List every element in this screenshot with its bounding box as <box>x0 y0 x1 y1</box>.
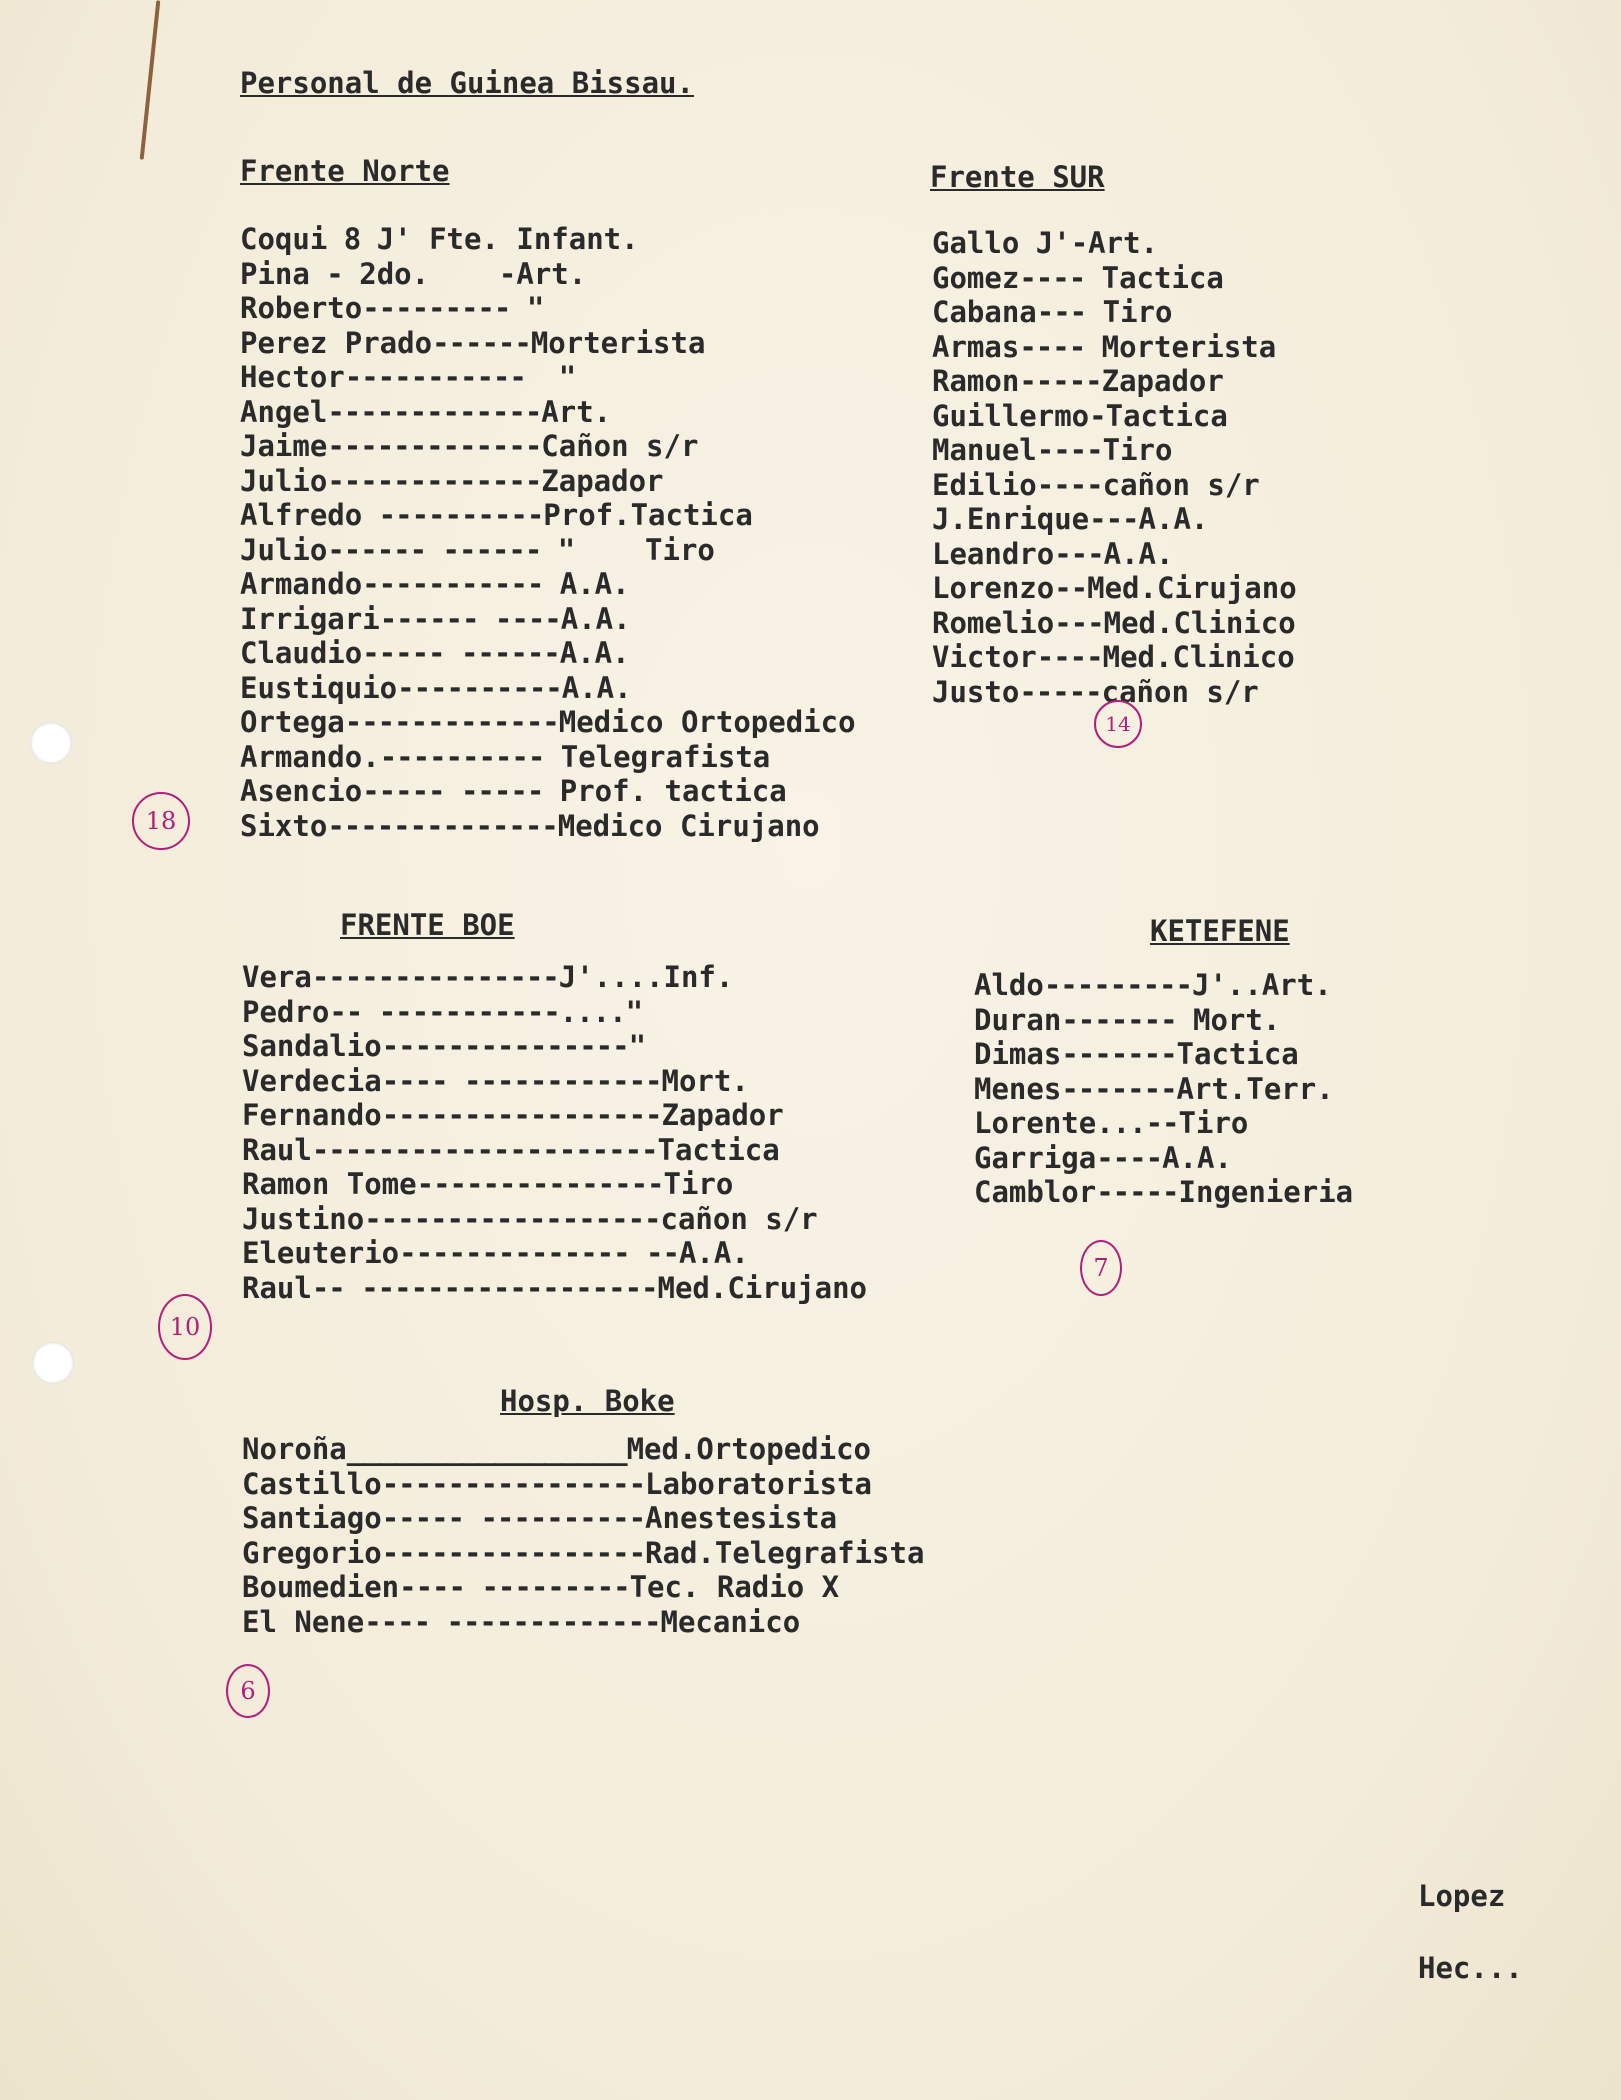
personnel-role: Art. <box>541 394 612 429</box>
leader-dashes: ----- ----- <box>362 774 560 808</box>
personnel-name: Alfredo <box>240 498 363 532</box>
section-heading-boe: FRENTE BOE <box>340 908 515 942</box>
personnel-role: Cañon s/r <box>541 429 699 463</box>
personnel-entry <box>932 433 1297 468</box>
personnel-role: " <box>558 360 577 394</box>
personnel-name: Justo <box>932 674 1020 709</box>
personnel-role: Zapador <box>541 463 664 498</box>
personnel-entry <box>974 1141 1353 1176</box>
personnel-name: Perez Prado <box>240 325 433 360</box>
personnel-entry <box>242 1167 867 1202</box>
personnel-name: Verdecia <box>242 1063 382 1098</box>
signature-initials: Hec... <box>1418 1951 1523 1985</box>
personnel-role: Med.Cirujano <box>1087 571 1297 605</box>
leader-dashes: ----- <box>1096 1175 1179 1209</box>
personnel-name: Eustiquio <box>240 670 398 705</box>
section-heading-sur: Frente SUR <box>930 160 1105 194</box>
personnel-list-boe <box>242 960 867 1305</box>
personnel-entry <box>242 1501 924 1536</box>
leader-dashes: ---- <box>1036 467 1103 502</box>
leader-dashes: ------ <box>432 325 531 360</box>
leader-dashes: ----- <box>1019 674 1102 709</box>
leader-dashes: ---- <box>1036 433 1103 467</box>
personnel-entry <box>974 1106 1353 1141</box>
leader-dashes: -------------- <box>327 808 558 843</box>
personnel-role: Tec. Radio X <box>629 1570 840 1604</box>
leader-dashes: ---------------- <box>381 1535 646 1570</box>
personnel-name: Boumedien <box>242 1570 400 1604</box>
signature-block <box>1418 1836 1523 2028</box>
personnel-name: Angel <box>240 394 328 429</box>
personnel-entry <box>974 968 1353 1003</box>
personnel-name: Raul <box>242 1270 312 1305</box>
personnel-entry <box>932 537 1297 572</box>
personnel-name: Vera <box>242 960 312 994</box>
leader-dashes: ---- <box>1019 260 1102 295</box>
tally-hosp: 6 <box>226 1664 270 1718</box>
personnel-role: cañon s/r <box>1101 674 1259 709</box>
leader-dashes: - <box>1089 398 1106 433</box>
personnel-name: Romelio <box>932 605 1055 640</box>
personnel-entry <box>974 1175 1353 1210</box>
personnel-role: Med.Clinico <box>1102 640 1295 674</box>
personnel-name: Ramon Tome <box>242 1167 417 1201</box>
leader-dashes: --------------- <box>311 960 559 994</box>
personnel-name: Pina <box>240 256 310 291</box>
document-title: Personal de Guinea Bissau. <box>240 66 694 100</box>
leader-dashes: ------ ---- <box>379 601 561 636</box>
leader-dashes: ---- <box>1019 329 1102 364</box>
personnel-list-norte <box>240 222 856 843</box>
tally-boe: 10 <box>158 1294 212 1360</box>
personnel-name: Cabana <box>932 295 1037 329</box>
leader-dashes: ---- --------- <box>399 1570 630 1604</box>
personnel-name: Dimas <box>974 1037 1062 1071</box>
personnel-entry <box>240 740 856 775</box>
leader-dashes: ------------- <box>327 394 542 429</box>
personnel-entry <box>240 257 856 292</box>
personnel-role: A.A. <box>559 636 630 670</box>
personnel-role: Tiro <box>1102 295 1173 329</box>
tally-sur: 14 <box>1094 700 1142 748</box>
leader-dashes: ------------- <box>344 705 559 739</box>
personnel-entry <box>242 1605 924 1640</box>
personnel-role: " <box>628 1029 647 1063</box>
personnel-name: Justino <box>242 1201 365 1236</box>
personnel-name: Ortega <box>240 705 345 739</box>
personnel-name: Sandalio <box>242 1029 382 1063</box>
leader-dashes: ------ ------ <box>327 532 558 567</box>
personnel-name: Castillo <box>242 1466 382 1501</box>
personnel-name: Ramon <box>932 364 1020 398</box>
personnel-role: Rad.Telegrafista <box>645 1535 925 1570</box>
personnel-list-hosp <box>242 1432 924 1639</box>
personnel-entry <box>974 1072 1353 1107</box>
personnel-role: Mort. <box>1193 1002 1281 1037</box>
leader-dashes: ----------- <box>362 567 560 601</box>
personnel-role: Art.Terr. <box>1176 1071 1334 1106</box>
section-heading-norte: Frente Norte <box>240 154 450 188</box>
personnel-role: 2do. -Art. <box>359 256 587 291</box>
leader-dashes: ---- <box>1036 640 1103 674</box>
leader-dashes: --------- <box>362 291 527 325</box>
personnel-entry <box>242 1271 867 1306</box>
personnel-name: Gregorio <box>242 1535 382 1570</box>
personnel-entry <box>242 1202 867 1237</box>
paper-edge-mark <box>140 0 161 160</box>
leader-dashes: --------------- <box>416 1167 664 1201</box>
personnel-role: Ingenieria <box>1178 1175 1354 1209</box>
leader-dashes: ----- ------ <box>362 636 560 670</box>
personnel-name: Leandro <box>932 536 1055 571</box>
personnel-role: Tactica <box>1101 260 1224 295</box>
personnel-entry <box>932 295 1297 330</box>
personnel-name: Noroña <box>242 1432 347 1466</box>
leader-dashes: --- <box>1036 295 1103 329</box>
leader-dashes: ------- <box>1061 1002 1193 1037</box>
personnel-role: J'....Inf. <box>558 960 734 994</box>
leader-dashes: 8 <box>327 222 377 256</box>
personnel-list-ketefene <box>974 968 1353 1210</box>
personnel-entry <box>974 1037 1353 1072</box>
personnel-entry <box>932 364 1297 399</box>
personnel-name: Claudio <box>240 636 363 670</box>
personnel-name: Menes <box>974 1071 1062 1106</box>
personnel-entry <box>242 1570 924 1605</box>
personnel-role: Medico Ortopedico <box>558 705 856 739</box>
personnel-name: Victor <box>932 640 1037 674</box>
personnel-role: " <box>625 994 644 1029</box>
personnel-name: Fernando <box>242 1098 382 1132</box>
personnel-name: Roberto <box>240 291 363 325</box>
leader-dashes: ------------- <box>327 463 542 498</box>
leader-dashes: ---- ------------- <box>364 1604 661 1639</box>
personnel-entry <box>242 1432 924 1467</box>
personnel-entry <box>240 636 856 671</box>
leader-dashes: - <box>309 256 360 291</box>
personnel-role: A.A. <box>678 1236 749 1270</box>
leader-dashes: ------------- <box>327 429 542 463</box>
personnel-role: Mecanico <box>660 1604 801 1639</box>
personnel-entry <box>240 774 856 809</box>
personnel-role: Medico Cirujano <box>557 808 820 843</box>
personnel-name: Lorente <box>974 1106 1097 1140</box>
punch-hole-bottom <box>32 1342 74 1384</box>
personnel-name: Eleuterio <box>242 1236 400 1270</box>
leader-dashes: ------- <box>1061 1037 1177 1071</box>
personnel-role: J'-Art. <box>1035 226 1158 260</box>
personnel-name: Pedro <box>242 994 330 1029</box>
leader-dashes: --- <box>1054 536 1104 571</box>
personnel-role: Med.Cirujano <box>657 1270 868 1305</box>
personnel-entry <box>242 1467 924 1502</box>
personnel-entry <box>240 360 856 395</box>
personnel-role: Morterista <box>1101 329 1277 364</box>
leader-dashes: ----------- <box>344 360 559 394</box>
personnel-role: cañon s/r <box>1102 467 1260 502</box>
leader-dashes: --------------- <box>381 1029 629 1063</box>
personnel-entry <box>932 399 1297 434</box>
personnel-entry <box>932 640 1297 675</box>
personnel-name: Santiago <box>242 1501 382 1535</box>
personnel-entry <box>932 261 1297 296</box>
leader-dashes <box>1019 226 1035 260</box>
leader-dashes: ---------------- <box>381 1466 646 1501</box>
personnel-name: Asencio <box>240 774 363 808</box>
personnel-entry <box>240 291 856 326</box>
leader-dashes: --- <box>1089 502 1139 536</box>
personnel-list-sur <box>932 226 1297 709</box>
personnel-name: Hector <box>240 360 345 394</box>
personnel-role: Laboratorista <box>645 1466 873 1501</box>
personnel-entry <box>240 602 856 637</box>
personnel-name: Aldo <box>974 968 1044 1002</box>
personnel-name: Lorenzo <box>932 571 1055 605</box>
personnel-entry <box>240 533 856 568</box>
personnel-name: Sixto <box>240 808 328 843</box>
tally-ketefene: 7 <box>1080 1240 1122 1296</box>
personnel-role: A.A. <box>559 567 630 601</box>
personnel-name: Armando <box>240 567 363 601</box>
personnel-entry <box>242 1536 924 1571</box>
personnel-entry <box>932 571 1297 606</box>
personnel-role: Morterista <box>530 325 706 360</box>
leader-dashes: -- ------------------ <box>311 1270 658 1305</box>
personnel-entry <box>242 1098 867 1133</box>
personnel-entry <box>240 464 856 499</box>
personnel-name: Julio <box>240 463 328 498</box>
personnel-entry <box>242 1133 867 1168</box>
personnel-name: Duran <box>974 1002 1062 1037</box>
personnel-role: A.A. <box>560 601 631 636</box>
leader-dashes: ----------------- <box>381 1098 662 1132</box>
personnel-entry <box>240 671 856 706</box>
section-heading-ketefene: KETEFENE <box>1150 914 1290 948</box>
personnel-role: Tactica <box>657 1132 780 1167</box>
personnel-role: Anestesista <box>645 1501 838 1535</box>
personnel-entry <box>242 1064 867 1099</box>
personnel-entry <box>932 502 1297 537</box>
tally-norte: 18 <box>132 792 190 850</box>
leader-dashes: ---------- <box>397 670 562 705</box>
personnel-entry <box>240 222 856 257</box>
leader-dashes: ----- <box>1019 364 1102 398</box>
personnel-entry <box>242 1029 867 1064</box>
personnel-role: Zapador <box>1101 364 1224 398</box>
leader-dashes: ------- <box>1061 1071 1177 1106</box>
leader-dashes: ---------- <box>379 739 561 774</box>
leader-dashes: ----- ---------- <box>381 1501 646 1535</box>
personnel-role: Prof.Tactica <box>543 498 753 532</box>
personnel-entry <box>240 429 856 464</box>
signature-name: Lopez <box>1418 1879 1506 1913</box>
personnel-name: Julio <box>240 532 328 567</box>
personnel-role: Tactica <box>1176 1037 1299 1071</box>
personnel-role: A.A. <box>1103 536 1174 571</box>
personnel-name: Raul <box>242 1132 312 1167</box>
personnel-role: Tiro <box>663 1167 734 1201</box>
personnel-name: Irrigari <box>240 601 380 636</box>
personnel-role: cañon s/r <box>660 1201 818 1236</box>
personnel-entry <box>932 606 1297 641</box>
personnel-name: Jaime <box>240 429 328 463</box>
personnel-role: Mort. <box>661 1063 749 1098</box>
personnel-entry <box>932 468 1297 503</box>
personnel-name: Gallo <box>932 226 1020 260</box>
leader-dashes: --------------------- <box>311 1132 658 1167</box>
personnel-entry <box>242 1236 867 1271</box>
personnel-role: J' Fte. Infant. <box>376 222 639 256</box>
personnel-name: Edilio <box>932 467 1037 502</box>
leader-dashes: ---------- <box>362 498 544 532</box>
personnel-entry <box>240 326 856 361</box>
personnel-name: J.Enrique <box>932 502 1090 536</box>
leader-dashes: ------------------ <box>364 1201 661 1236</box>
leader-dashes: _________________ <box>346 1432 627 1466</box>
personnel-role: Tiro <box>1178 1106 1249 1140</box>
personnel-entry <box>240 395 856 430</box>
personnel-name: Armando. <box>240 739 380 774</box>
personnel-name: Coqui <box>240 222 328 256</box>
leader-dashes: --------- <box>1043 968 1192 1002</box>
punch-hole-top <box>30 722 72 764</box>
personnel-name: Garriga <box>974 1140 1097 1175</box>
personnel-entry <box>242 960 867 995</box>
personnel-role: " Tiro <box>557 532 715 567</box>
leader-dashes: ---- <box>1096 1140 1163 1175</box>
personnel-entry <box>240 705 856 740</box>
personnel-role: Tiro <box>1102 433 1173 467</box>
personnel-role: Med.Ortopedico <box>626 1432 872 1466</box>
leader-dashes: -- -----------.... <box>329 994 626 1029</box>
personnel-role: " <box>526 291 545 325</box>
personnel-role: Telegrafista <box>560 739 771 774</box>
leader-dashes: -------------- -- <box>399 1236 679 1270</box>
personnel-name: El Nene <box>242 1604 365 1639</box>
personnel-role: A.A. <box>561 670 632 705</box>
personnel-entry <box>240 498 856 533</box>
personnel-name: Gomez <box>932 260 1020 295</box>
personnel-role: Zapador <box>661 1098 784 1132</box>
personnel-name: Manuel <box>932 433 1037 467</box>
leader-dashes: --- <box>1054 605 1104 640</box>
personnel-entry <box>974 1003 1353 1038</box>
personnel-entry <box>932 330 1297 365</box>
leader-dashes: -- <box>1054 571 1088 605</box>
personnel-entry <box>242 995 867 1030</box>
personnel-role: Prof. tactica <box>559 774 787 808</box>
leader-dashes: ---- ------------ <box>381 1063 662 1098</box>
personnel-name: Guillermo <box>932 398 1090 433</box>
personnel-entry <box>240 809 856 844</box>
personnel-role: Med.Clinico <box>1103 605 1296 640</box>
section-heading-hosp: Hosp. Boke <box>500 1384 675 1418</box>
personnel-role: A.A. <box>1138 502 1209 536</box>
leader-dashes: ...-- <box>1096 1106 1179 1140</box>
personnel-entry <box>932 226 1297 261</box>
personnel-name: Camblor <box>974 1175 1097 1209</box>
personnel-role: A.A. <box>1162 1140 1232 1175</box>
personnel-entry <box>240 567 856 602</box>
personnel-name: Armas <box>932 329 1020 364</box>
personnel-role: J'..Art. <box>1191 968 1332 1002</box>
personnel-role: Tactica <box>1105 398 1228 433</box>
